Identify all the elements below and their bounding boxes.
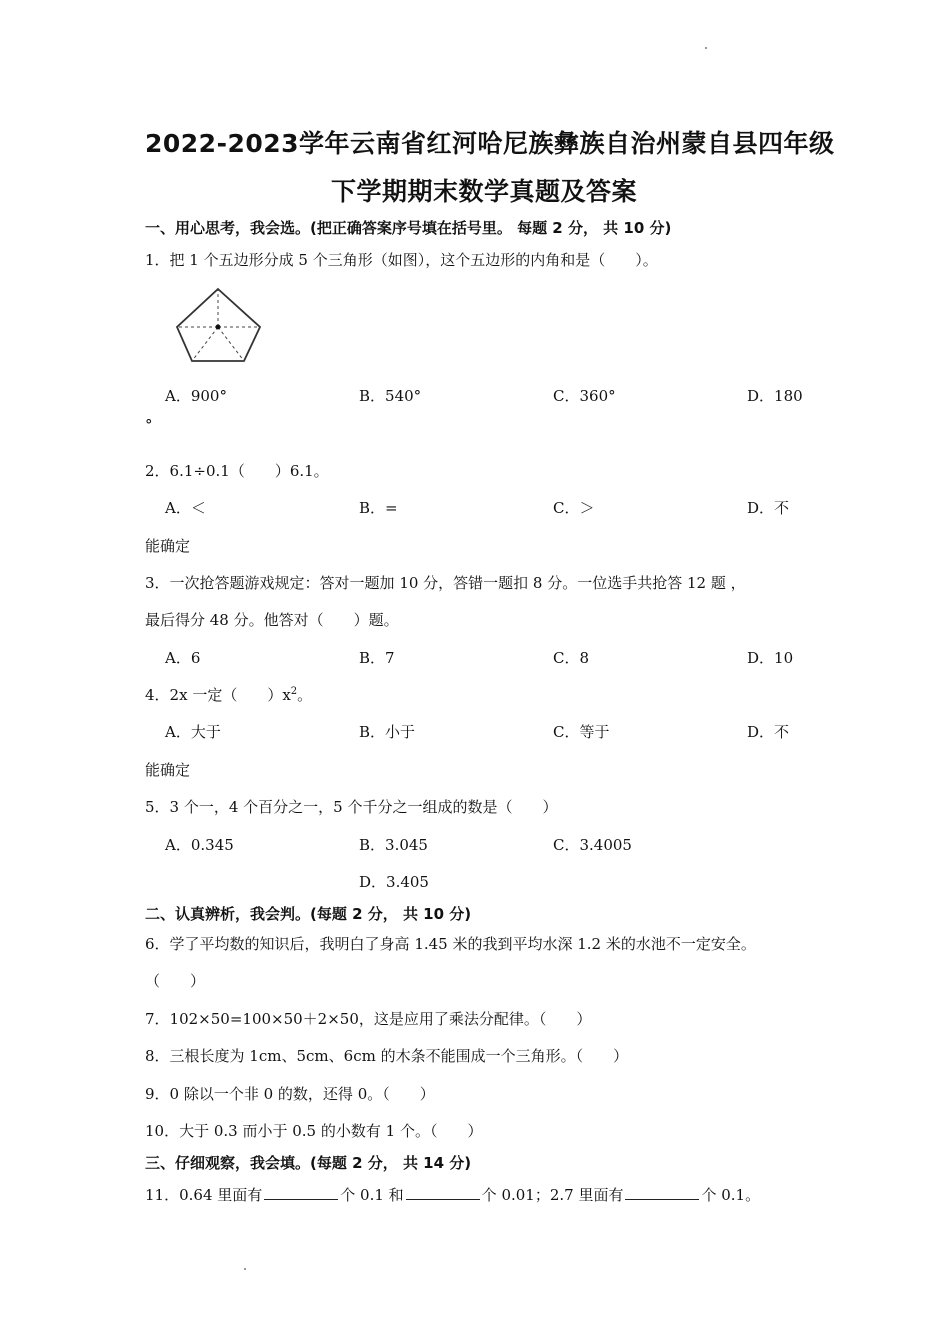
q5-option-d: D．3.405	[359, 873, 429, 891]
q2-option-d-wrap: 能确定	[145, 537, 191, 555]
question-11	[145, 1184, 760, 1205]
pentagon-figure	[174, 285, 264, 365]
doc-title-line2: 下学期期末数学真题及答案	[331, 177, 638, 206]
q5-option-a: A．0.345	[165, 836, 234, 854]
question-5: 5．3 个一，4 个百分之一，5 个千分之一组成的数是（ ）	[145, 798, 558, 816]
q1-option-a: A．900°	[165, 387, 227, 405]
answer-blank-1[interactable]	[264, 1185, 338, 1200]
q2-option-c: C．＞	[553, 499, 595, 517]
section-1-heading: 一、用心思考，我会选。(把正确答案序号填在括号里。 每题 2 分， 共 10 分)	[145, 219, 672, 237]
section-3-heading: 三、仔细观察，我会填。(每题 2 分， 共 14 分)	[145, 1154, 472, 1172]
question-4-text: 4．2x 一定（ ）x	[145, 686, 291, 704]
question-3-line2: 最后得分 48 分。他答对（ ）题。	[145, 611, 399, 629]
doc-title-line1: 2022-2023学年云南省红河哈尼族彝族自治州蒙自县四年级	[145, 129, 835, 158]
answer-blank-2[interactable]	[406, 1185, 480, 1200]
question-6-line1: 6．学了平均数的知识后，我明白了身高 1.45 米的我到平均水深 1.2 米的水池不一定安全。	[145, 935, 756, 953]
q5-option-c: C．3.4005	[553, 836, 632, 854]
q1-option-b: B．540°	[359, 387, 422, 405]
q2-option-a: A．＜	[165, 499, 206, 517]
question-11-part3: 个 0.01；2.7 里面有	[481, 1186, 624, 1204]
q2-option-d: D．不	[747, 499, 790, 517]
question-11-part1: 11．0.64 里面有	[145, 1186, 263, 1204]
q3-option-d: D．10	[747, 649, 794, 667]
q3-option-b: B．7	[359, 649, 395, 667]
question-4-end: 。	[297, 686, 313, 704]
q3-option-c: C．8	[553, 649, 590, 667]
q4-option-c: C．等于	[553, 723, 610, 741]
question-4-exponent: 2	[290, 686, 298, 697]
q5-option-b: B．3.045	[359, 836, 428, 854]
question-7: 7．102×50=100×50＋2×50，这是应用了乘法分配律。（ ）	[145, 1010, 592, 1028]
q4-option-d: D．不	[747, 723, 790, 741]
q1-option-c: C．360°	[553, 387, 616, 405]
answer-blank-3[interactable]	[625, 1185, 699, 1200]
q4-option-b: B．小于	[359, 723, 416, 741]
q1-option-d: D．180	[747, 387, 803, 405]
corner-dot	[244, 1268, 246, 1270]
question-8: 8．三根长度为 1cm、5cm、6cm 的木条不能围成一个三角形。（ ）	[145, 1047, 629, 1065]
question-6-line2: （ ）	[145, 972, 206, 990]
q3-option-a: A．6	[165, 649, 201, 667]
question-11-part4: 个 0.1。	[701, 1186, 761, 1204]
corner-dot	[705, 47, 707, 49]
question-1: 1．把 1 个五边形分成 5 个三角形（如图），这个五边形的内角和是（ ）。	[145, 251, 658, 269]
question-9: 9．0 除以一个非 0 的数，还得 0。（ ）	[145, 1085, 435, 1103]
section-2-heading: 二、认真辨析，我会判。(每题 2 分， 共 10 分)	[145, 905, 472, 923]
q4-option-a: A．大于	[165, 723, 221, 741]
q4-option-d-wrap: 能确定	[145, 761, 191, 779]
question-10: 10．大于 0.3 而小于 0.5 的小数有 1 个。（ ）	[145, 1122, 483, 1140]
question-4	[145, 684, 312, 705]
question-3-line1: 3．一次抢答题游戏规定：答对一题加 10 分，答错一题扣 8 分。一位选手共抢答 12 题 ，	[145, 574, 746, 592]
question-11-part2: 个 0.1 和	[340, 1186, 404, 1204]
q1-option-d-wrap: °	[145, 416, 153, 434]
q2-option-b: B．=	[359, 499, 398, 517]
question-2: 2．6.1÷0.1（ ）6.1。	[145, 462, 329, 480]
